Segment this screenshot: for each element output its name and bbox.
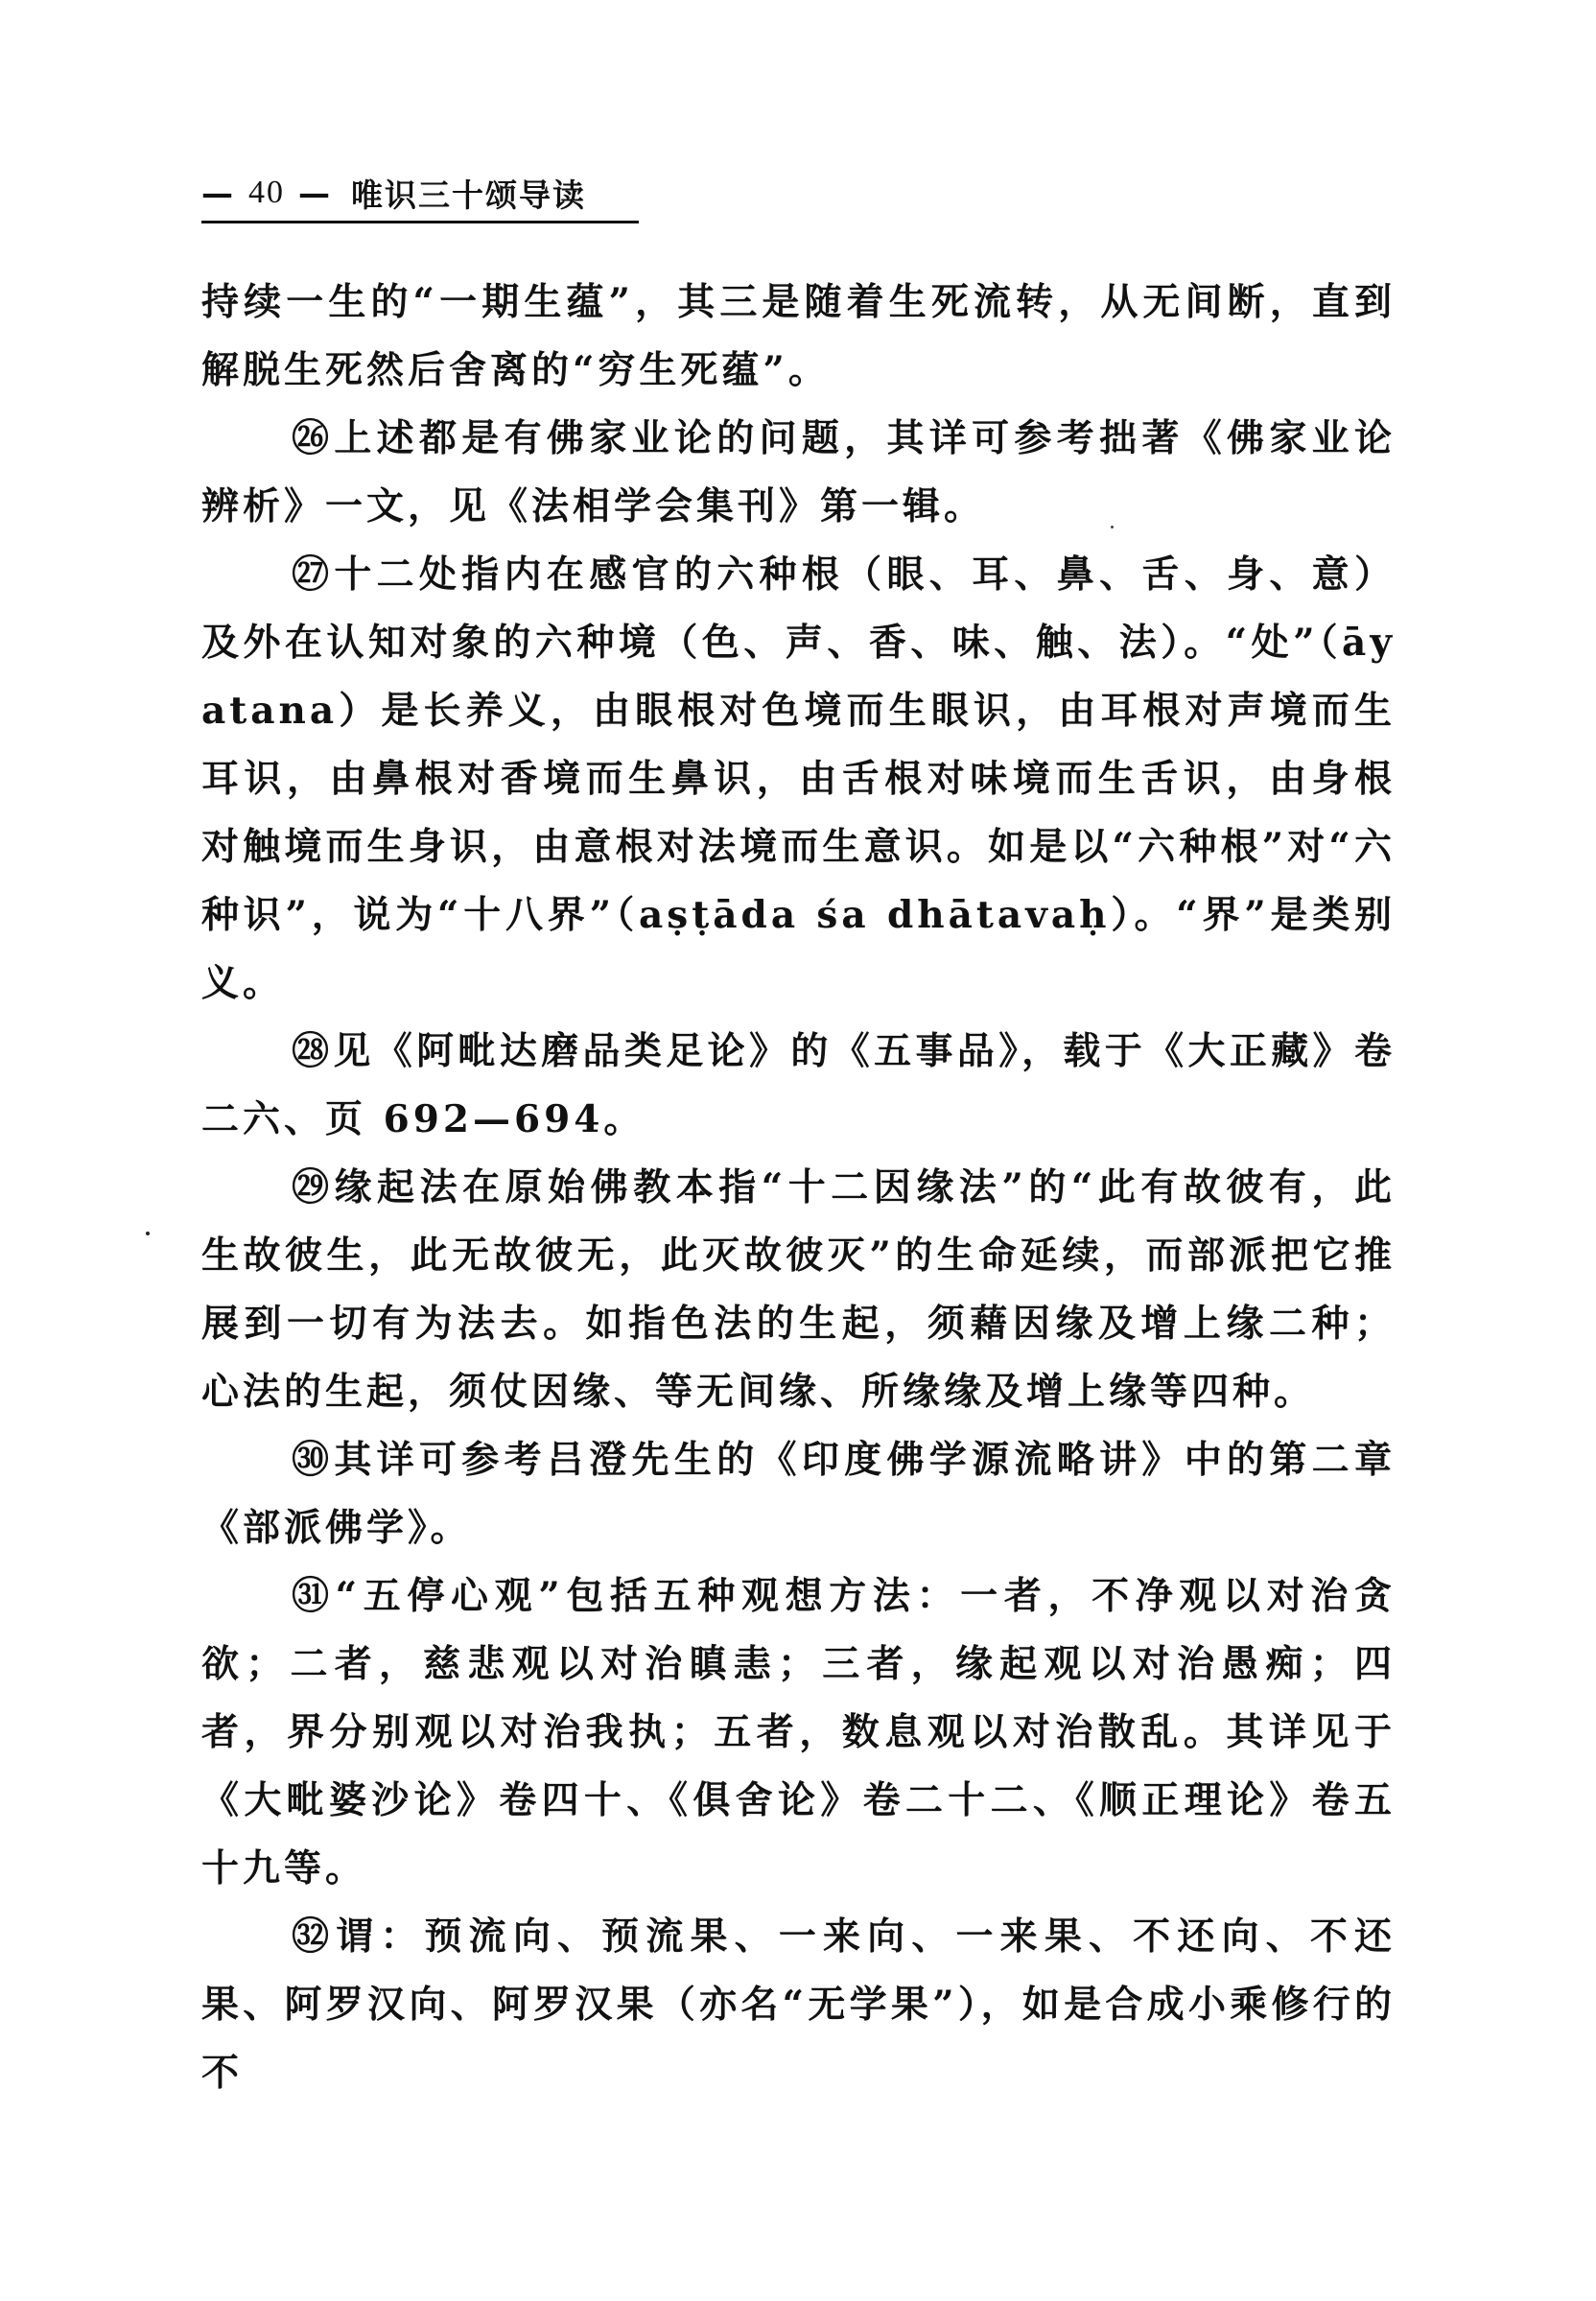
footnote-32: ㉜谓：预流向、预流果、一来向、一来果、不还向、不还果、阿罗汉向、阿罗汉果（亦名“无学果”），如是合成小乘修行的不 [201, 1914, 1396, 2095]
footnote-31: ㉛“五停心观”包括五种观想方法：一者，不净观以对治贪欲；二者，慈悲观以对治瞋恚；三者，缘起观以对治愚痴；四者，界分别观以对治我执；五者，数息观以对治散乱。其详见于《大毗婆沙论》卷四十、《俱舍论》卷二十二、《顺正理论》卷五十九等。 [201, 1574, 1396, 1890]
scan-speck [1111, 526, 1114, 528]
body-text [201, 269, 1396, 2107]
scan-speck [146, 1232, 150, 1235]
footnote-26: ㉖上述都是有佛家业论的问题，其详可参考拙著《佛家业论辨析》一文，见《法相学会集刊》第一辑。 [201, 416, 1396, 528]
footnote-30: ㉚其详可参考吕澄先生的《印度佛学源流略讲》中的第二章《部派佛学》。 [201, 1438, 1396, 1550]
footnote-27: ㉗十二处指内在感官的六种根（眼、耳、鼻、舌、身、意）及外在认知对象的六种境（色、声、香、味、触、法）。“处”（āyatana）是长养义，由眼根对色境而生眼识，由耳根对声境而生耳识，由鼻根对香境而生鼻识，由舌根对味境而生舌识，由身根对触境而生身识，由意根对法境而生意识。如是以“六种根”对“六种识”，说为“十八界”（aṣṭāda śa dhātavaḥ）。“界”是类别义。 [201, 552, 1396, 1005]
paragraph-continued: 持续一生的“一期生蕴”，其三是随着生死流转，从无间断，直到解脱生死然后舍离的“穷生死蕴”。 [201, 280, 1396, 392]
running-head [201, 169, 586, 217]
page-number: 40 [248, 175, 285, 210]
header-dash-right: — [298, 174, 332, 212]
header-rule [201, 221, 639, 223]
footnote-29: ㉙缘起法在原始佛教本指“十二因缘法”的“此有故彼有，此生故彼生，此无故彼无，此灭故彼灭”的生命延续，而部派把它推展到一切有为法去。如指色法的生起，须藉因缘及增上缘二种；心法的生起，须仗因缘、等无间缘、所缘缘及增上缘等四种。 [201, 1165, 1396, 1414]
footnote-28: ㉘见《阿毗达磨品类足论》的《五事品》，载于《大正藏》卷二六、页 692—694。 [201, 1029, 1396, 1141]
header-dash-left: — [201, 174, 235, 212]
book-title: 唯识三十颂导读 [351, 176, 586, 214]
